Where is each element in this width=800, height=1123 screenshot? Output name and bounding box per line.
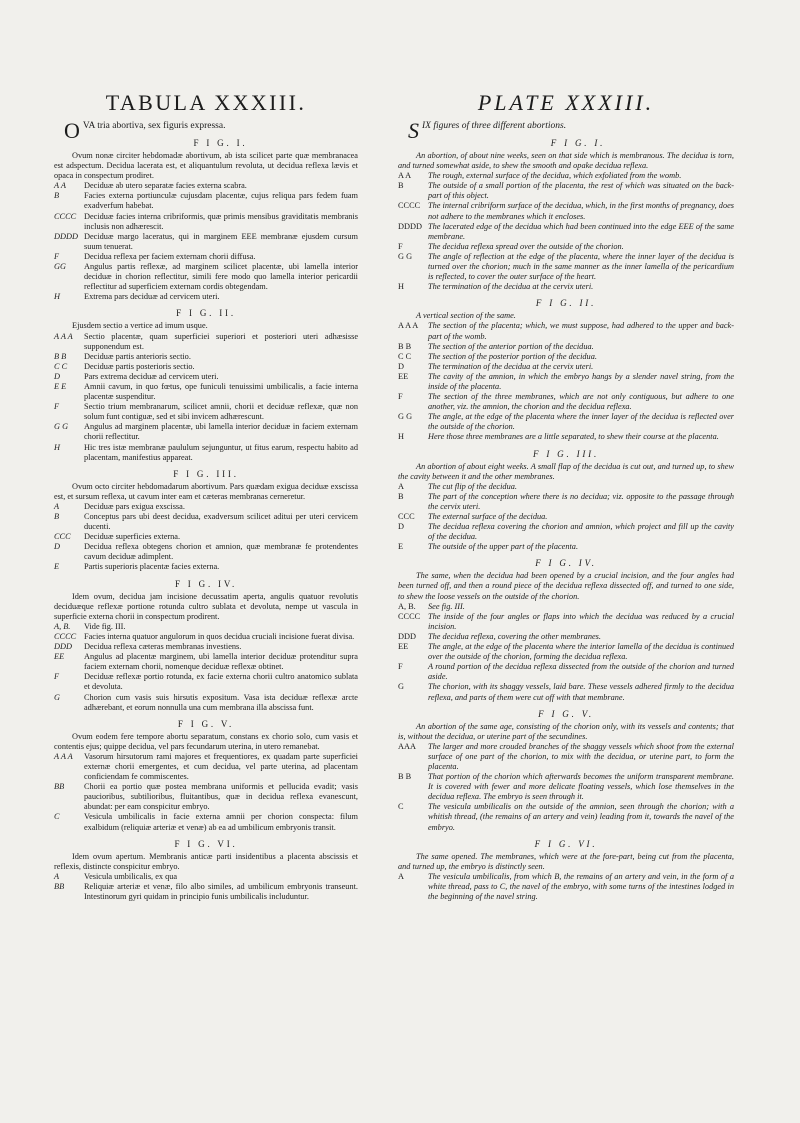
legend-text: Deciduæ pars exigua exscissa. — [84, 501, 185, 511]
legend-text: Sectio trium membranarum, scilicet amnii, chorii et deciduæ reflexæ, quæ non solum funt contiguæ, sed et sibi invicem adhærescunt. — [84, 402, 358, 422]
legend-entry — [398, 181, 734, 201]
legend-entry — [54, 332, 358, 352]
legend-key: A — [398, 481, 404, 491]
figure-heading: F I G. VI. — [174, 838, 238, 849]
english-sections — [398, 138, 734, 902]
latin-sections — [54, 138, 358, 902]
legend-text: The angle, at the edge of the placenta where the inner layer of the decidua is reflected over the outside of the chorion. — [428, 412, 734, 432]
legend-entry — [54, 672, 358, 692]
figure-heading: F I G. V. — [538, 708, 594, 719]
english-title: PLATE XXXIII. — [477, 90, 655, 115]
figure-section — [54, 138, 358, 302]
legend-text: The chorion, with its shaggy vessels, laid bare. These vessels adhered firmly to the decidua reflexa, and parts of them were cut off with that membrane. — [428, 682, 734, 702]
legend-text: Decidua reflexa cæteras membranas investiens. — [84, 642, 242, 652]
legend-text: Deciduæ superficies externa. — [84, 532, 181, 542]
legend-text: Extrema pars deciduæ ad cervicem uteri. — [84, 292, 220, 302]
legend-entry — [54, 191, 358, 211]
legend-key: EE — [398, 642, 409, 652]
legend-text: The cavity of the amnion, in which the embryo hangs by a slender navel string, from the inside of the placenta. — [428, 371, 734, 391]
legend-key: A A A — [398, 321, 419, 331]
legend-key: F — [398, 392, 403, 402]
legend-key: E — [54, 562, 60, 572]
legend-key: B — [54, 191, 60, 201]
figure-heading: F I G. III. — [532, 448, 600, 459]
legend-key: AAA — [398, 741, 416, 751]
legend-key: A A A — [54, 751, 73, 761]
legend-text: Reliquiæ arteriæ et venæ, filo albo similes, ad umbilicum embryonis transeunt. Intestinorum gyri quidam in principio funis umbilicalis includuntur. — [84, 881, 358, 901]
legend-text: The internal cribriform surface of the decidua, which, in the first months of pregnancy, does not adhere to the membranes which it encloses. — [428, 201, 734, 221]
legend-key: F — [398, 662, 403, 672]
legend-entry — [398, 512, 734, 522]
legend-key: A, B. — [398, 601, 416, 611]
legend-entry — [54, 562, 358, 572]
legend-text: The outside of a small portion of the placenta, the rest of which was situated on the back-part of this object. — [428, 181, 734, 201]
figure-description: An abortion of about eight weeks. A small flap of the decidua is cut out, and turned up, to shew the cavity between it and the other membranes. — [398, 461, 734, 481]
legend-text: Deciduæ facies interna cribriformis, quæ primis mensibus graviditatis membranis inclusis non adhærescit. — [84, 211, 358, 231]
legend-key: E E — [54, 381, 67, 391]
legend-text: Vide fig. III. — [84, 621, 126, 631]
legend-key: D — [54, 542, 60, 552]
legend-text: The external surface of the decidua. — [428, 512, 548, 521]
legend-entry — [54, 181, 358, 191]
figure-section — [398, 839, 734, 902]
legend-entry — [54, 632, 358, 642]
legend-entry — [54, 642, 358, 652]
figure-section — [398, 709, 734, 833]
legend-key: A A A — [54, 331, 73, 341]
legend-entry — [54, 402, 358, 422]
legend-entry — [398, 632, 734, 642]
legend-key: CCC — [398, 512, 415, 521]
legend-entry — [54, 782, 358, 812]
legend-entry — [398, 412, 734, 432]
legend-key: DDD — [398, 631, 416, 641]
legend-key: CCCC — [54, 211, 77, 221]
legend-key: H — [398, 432, 404, 442]
figure-description: Idem ovum apertum. Membranis anticæ parti insidentibus a placenta abscissis et reflexis, distincte conspicitur embryo. — [54, 851, 358, 871]
legend-text: The part of the conception where there is no decidua; viz. opposite to the passage through the cervix uteri. — [428, 491, 734, 511]
legend-entry — [398, 222, 734, 242]
legend-entry — [398, 522, 734, 542]
legend-text: Pars extrema deciduæ ad cervicem uteri. — [84, 371, 219, 381]
legend-entry — [398, 612, 734, 632]
legend-entry — [398, 372, 734, 392]
legend-entry — [54, 882, 358, 902]
legend-key: A, B. — [54, 621, 71, 631]
legend-text: The lacerated edge of the decidua which had been continued into the edge EEE of the same membrane. — [428, 221, 734, 241]
legend-entry — [398, 362, 734, 372]
legend-entry — [54, 622, 358, 632]
legend-text: Deciduæ margo laceratus, qui in marginem EEE membranæ ejusdem cursum suum tenuerat. — [84, 231, 358, 251]
legend-key: F — [398, 241, 403, 251]
legend-text: The section of the posterior portion of the decidua. — [428, 351, 597, 361]
legend-key: B B — [54, 351, 67, 361]
figure-section — [398, 298, 734, 442]
latin-drop-cap: O — [64, 118, 80, 143]
legend-key: C — [398, 802, 404, 812]
legend-key: EE — [398, 371, 409, 381]
legend-key: DDD — [54, 642, 72, 652]
legend-text: The section of the three membranes, which are not only contiguous, but adhere to one another, viz. the amnion, the chorion and the decidua reflexa. — [428, 392, 734, 412]
legend-entry — [398, 252, 734, 282]
legend-key: H — [398, 282, 404, 292]
english-column — [398, 90, 734, 902]
figure-description: Ejusdem sectio a vertice ad imum usque. — [72, 321, 208, 331]
legend-text: Partis superioris placentæ facies externa. — [84, 562, 220, 572]
legend-text: Vesicula umbilicalis in facie externa amnii per chorion conspecta: filum exalbidum (reliquiæ arteriæ et venæ) ab ea ad umbilicum embryonis transit. — [84, 812, 358, 832]
legend-entry — [54, 262, 358, 292]
figure-heading: F I G. I. — [550, 138, 606, 148]
legend-text: Deciduæ partis anterioris sectio. — [84, 351, 191, 361]
legend-key: F — [54, 672, 60, 682]
legend-text: Angulus partis reflexæ, ad marginem scilicet placentæ, ubi lamella interior deciduæ in chorion reflectitur, simili fere modo quo lamella interior pericardii reflectitur ad superficiem externam cordis obtegendam. — [84, 262, 358, 292]
legend-key: F — [54, 402, 60, 412]
legend-key: B B — [398, 772, 412, 782]
legend-key: B B — [398, 341, 412, 351]
legend-entry — [398, 662, 734, 682]
legend-key: G G — [54, 422, 69, 432]
legend-key: CCCC — [398, 611, 421, 621]
figure-description: Idem ovum, decidua jam incisione decussatim aperta, angulis quatuor revolutis deciduæque reflexæ portione rotunda cultro sublata et devoluta, nempe ut vascula in superficie externa chorii in conspectum prodirent. — [54, 591, 358, 621]
legend-text: Chorii ea portio quæ postea membrana uniformis et pellucida evadit; vasis paucioribus, subtilioribus, fluitantibus, quæ in decidua reflexa evanescunt, abundat: per eam conspicitur embryo. — [84, 782, 358, 812]
english-subtitle-text: IX figures of three different abortions. — [422, 121, 567, 131]
figure-section — [54, 579, 358, 713]
legend-text: Decidua reflexa per faciem externam chorii diffusa. — [84, 251, 256, 261]
legend-entry — [398, 171, 734, 181]
legend-text: The termination of the decidua at the cervix uteri. — [428, 361, 594, 371]
legend-text: Vesicula umbilicalis, ex qua — [84, 871, 178, 881]
legend-entry — [54, 752, 358, 782]
legend-key: B — [54, 512, 60, 521]
figure-section — [54, 469, 358, 573]
figure-description: Ovum nonæ circiter hebdomadæ abortivum, ab ista scilicet parte quæ membranacea est adspectum. Decidua lacerata est, et aliquantulum revoluta, ut decidua reflexa lævis et opaca in conspectum prodiret. — [54, 151, 358, 181]
figure-section — [54, 308, 358, 462]
legend-entry — [398, 482, 734, 492]
legend-entry — [398, 352, 734, 362]
legend-entry — [398, 742, 734, 772]
figure-description: Ovum octo circiter hebdomadarum abortivum. Pars quædam exigua deciduæ exscissa est, et sursum reflexa, ut cavum inter eam et cæteras membranas cerneretur. — [54, 481, 358, 501]
legend-entry — [54, 212, 358, 232]
legend-key: G G — [398, 251, 413, 261]
latin-title: TABULA XXXIII. — [105, 90, 307, 115]
legend-key: D — [398, 522, 404, 532]
legend-text: The section of the anterior portion of the decidua. — [428, 341, 594, 351]
legend-text: Facies externa portiunculæ cujusdam placentæ, cujus reliqua pars fedem fuam exadverfum habebat. — [84, 191, 358, 211]
legend-entry — [398, 282, 734, 292]
legend-entry — [398, 321, 734, 341]
legend-entry — [54, 252, 358, 262]
legend-entry — [54, 812, 358, 832]
legend-key: F — [54, 251, 60, 261]
legend-key: CCCC — [398, 201, 421, 211]
legend-entry — [398, 242, 734, 252]
legend-entry — [398, 492, 734, 512]
legend-entry — [398, 342, 734, 352]
legend-text: Deciduæ reflexæ portio rotunda, ex facie externa chorii cultro anatomico sublata et devoluta. — [84, 672, 358, 692]
legend-entry — [54, 372, 358, 382]
legend-key: EE — [54, 652, 65, 662]
legend-entry — [54, 382, 358, 402]
legend-key: CCC — [54, 532, 71, 542]
latin-column — [54, 90, 358, 902]
legend-entry — [54, 532, 358, 542]
legend-text: Angulus ad placentæ marginem, ubi lamella interior deciduæ protenditur supra faciem externam chorii, nomenque deciduæ reflexæ obtinet. — [84, 652, 358, 672]
legend-text: See fig. III. — [428, 601, 465, 611]
legend-key: C — [54, 812, 60, 822]
legend-entry — [398, 432, 734, 442]
legend-key: A — [54, 871, 60, 881]
figure-section — [54, 719, 358, 833]
legend-text: Deciduæ ab utero separatæ facies externa scabra. — [84, 181, 247, 191]
legend-entry — [54, 422, 358, 442]
legend-key: BB — [54, 782, 65, 792]
legend-entry — [54, 512, 358, 532]
legend-text: Vasorum hirsutorum rami majores et frequentiores, ex quadam parte superficiei externæ chorii emergentes, et cum decidua, vel parte uterina, ad placentam conficiendam fe commiscentes. — [84, 751, 358, 782]
legend-key: A — [398, 871, 404, 881]
legend-text: Conceptus pars ubi deest decidua, exadversum scilicet aditui per uteri cervicem ducenti. — [84, 512, 358, 532]
legend-text: Amnii cavum, in quo fœtus, ope funiculi tenuissimi umbilicalis, a facie interna placentæ suspenditur. — [84, 381, 358, 402]
figure-description: Ovum eodem fere tempore abortu separatum, constans ex chorio solo, cum vasis et contentis ejus; quippe decidua, vel pars fecundarum uterina, in utero remanebat. — [54, 731, 358, 751]
legend-text: The section of the placenta; which, we must suppose, had adhered to the upper and back-part of the womb. — [428, 321, 734, 341]
legend-key: E — [398, 542, 404, 552]
legend-key: BB — [54, 881, 65, 891]
legend-key: H — [54, 292, 60, 302]
legend-entry — [398, 642, 734, 662]
figure-heading: F I G. VI. — [534, 838, 598, 849]
legend-entry — [54, 443, 358, 463]
legend-text: The vesicula umbilicalis on the outside of the amnion, seen through the chorion; with a whitish thread, (the remains of an artery and vein) leading from it, towards the navel of the embryo. — [428, 802, 734, 832]
legend-entry — [54, 292, 358, 302]
legend-key: A — [54, 501, 60, 511]
legend-text: The inside of the four angles or flaps into which the decidua was reduced by a crucial incision. — [428, 611, 734, 631]
legend-entry — [54, 872, 358, 882]
legend-text: The larger and more crouded branches of the shaggy vessels which shoot from the external surface of one part of the chorion, to mix with the decidua, or uterine part, to form the placenta. — [428, 741, 734, 771]
legend-text: The cut flip of the decidua. — [428, 481, 517, 491]
legend-entry — [54, 362, 358, 372]
figure-section — [398, 558, 734, 702]
legend-key: B — [398, 491, 404, 501]
figure-heading: F I G. I. — [193, 138, 248, 148]
legend-key: H — [54, 442, 60, 452]
legend-entry — [398, 602, 734, 612]
figure-description: A vertical section of the same. — [416, 311, 516, 321]
legend-text: The vesicula umbilicalis, from which B, the remains of an artery and vein, in the form of a white thread, pass to C, the navel of the embryo, with some turns of the intestines lodged in the beginning of the navel string. — [428, 871, 734, 901]
figure-description: The same opened. The membranes, which were at the fore-part, being cut from the placenta, and turned up, the embryo is distinctly seen. — [398, 851, 734, 871]
legend-entry — [54, 693, 358, 713]
legend-entry — [398, 201, 734, 221]
figure-heading: F I G. IV. — [535, 558, 597, 569]
figure-description: An abortion of the same age, consisting of the chorion only, with its vessels and contents; that is, without the decidua, or uterine part of the secundines. — [398, 721, 734, 741]
figure-heading: F I G. IV. — [174, 578, 238, 589]
legend-text: The rough, external surface of the decidua, which exfoliated from the womb. — [428, 171, 682, 181]
latin-subtitle-text: VA tria abortiva, sex figuris expressa. — [82, 121, 226, 131]
legend-text: That portion of the chorion which afterwards becomes the uniform transparent membrane. It is covered with fewer and more delicate floating vessels, which lose themselves in the decidua reflexa. The embryo is seen through it. — [428, 772, 734, 802]
legend-entry — [398, 772, 734, 802]
legend-key: D — [398, 361, 404, 371]
legend-entry — [398, 802, 734, 832]
legend-key: A A — [54, 181, 66, 191]
legend-text: The angle, at the edge of the placenta where the interior lamella of the decidua is continued over the outside of the chorion, forming the decidua reflexa. — [428, 642, 734, 662]
legend-text: The decidua reflexa spread over the outside of the chorion. — [428, 241, 624, 251]
legend-text: The decidua reflexa, covering the other membranes. — [428, 631, 601, 641]
figure-section — [54, 839, 358, 902]
legend-text: The termination of the decidua at the cervix uteri. — [428, 282, 594, 292]
legend-entry — [54, 502, 358, 512]
english-drop-cap: S — [408, 118, 419, 143]
legend-entry — [54, 352, 358, 362]
legend-key: CCCC — [54, 631, 77, 641]
legend-key: C C — [54, 361, 68, 371]
legend-key: GG — [54, 262, 66, 272]
legend-key: B — [398, 181, 404, 191]
legend-text: Hic tres istæ membranæ paululum sejunguntur, ut fitus earum, respectu habito ad placentam, manifestius appareat. — [84, 442, 358, 462]
figure-heading: F I G. III. — [173, 468, 239, 479]
legend-key: A A — [398, 171, 412, 181]
legend-text: The decidua reflexa covering the chorion and amnion, which project and fill up the cavity of the decidua. — [428, 522, 734, 542]
legend-entry — [54, 232, 358, 252]
legend-entry — [398, 392, 734, 412]
figure-description: An abortion, of about nine weeks, seen on that side which is membranous. The decidua is torn, and turned somewhat aside, to shew the smooth and opake decidua reflexa. — [398, 151, 734, 171]
figure-section — [398, 138, 734, 292]
legend-text: The angle of reflection at the edge of the placenta, where the inner layer of the decidua is turned over the chorion; much in the same manner as the inner lamella of the pericardium is reflected, to cover the outer surface of the heart. — [428, 251, 734, 282]
legend-text: Decidua reflexa obtegens chorion et amnion, quæ membranæ fe protendentes cavum deciduæ adimplent. — [84, 542, 358, 562]
legend-text: The outside of the upper part of the placenta. — [428, 542, 579, 552]
legend-text: Here those three membranes are a little separated, to shew their course at the placenta. — [428, 432, 719, 442]
legend-entry — [398, 542, 734, 552]
figure-heading: F I G. V. — [177, 718, 235, 729]
legend-key: D — [54, 371, 60, 381]
legend-key: C C — [398, 351, 412, 361]
legend-text: Facies interna quatuor angulorum in quos decidua cruciali incisione fuerat divisa. — [84, 631, 355, 641]
legend-text: A round portion of the decidua reflexa dissected from the outside of the chorion and turned aside. — [428, 662, 734, 682]
figure-heading: F I G. II. — [176, 308, 236, 319]
legend-text: Chorion cum vasis suis hirsutis expositum. Vasa ista deciduæ reflexæ arcte adhærebant, et eorum nonnulla una cum membrana illa abscissa funt. — [84, 692, 358, 712]
figure-heading: F I G. II. — [535, 298, 597, 309]
legend-entry — [54, 542, 358, 562]
legend-entry — [54, 652, 358, 672]
legend-entry — [398, 872, 734, 902]
legend-key: G — [398, 682, 404, 692]
legend-entry — [398, 682, 734, 702]
legend-key: DDDD — [398, 221, 422, 231]
legend-text: Sectio placentæ, quam superficiei superiori et posteriori uteri adhæsisse supponendum est. — [84, 331, 358, 351]
legend-key: G — [54, 692, 60, 702]
legend-text: Deciduæ partis posterioris sectio. — [84, 361, 195, 371]
legend-key: DDDD — [54, 231, 78, 241]
legend-key: G G — [398, 412, 413, 422]
figure-description: The same, when the decidua had been opened by a crucial incision, and the four angles had been turned off, and then a round piece of the decidua reflexa dissected off, and turned to one side, to shew the loose vessels on the outside of the chorion. — [398, 571, 734, 601]
figure-section — [398, 449, 734, 553]
legend-text: Angulus ad marginem placentæ, ubi lamella interior deciduæ in faciem externam chorii reflectitur. — [84, 422, 358, 442]
